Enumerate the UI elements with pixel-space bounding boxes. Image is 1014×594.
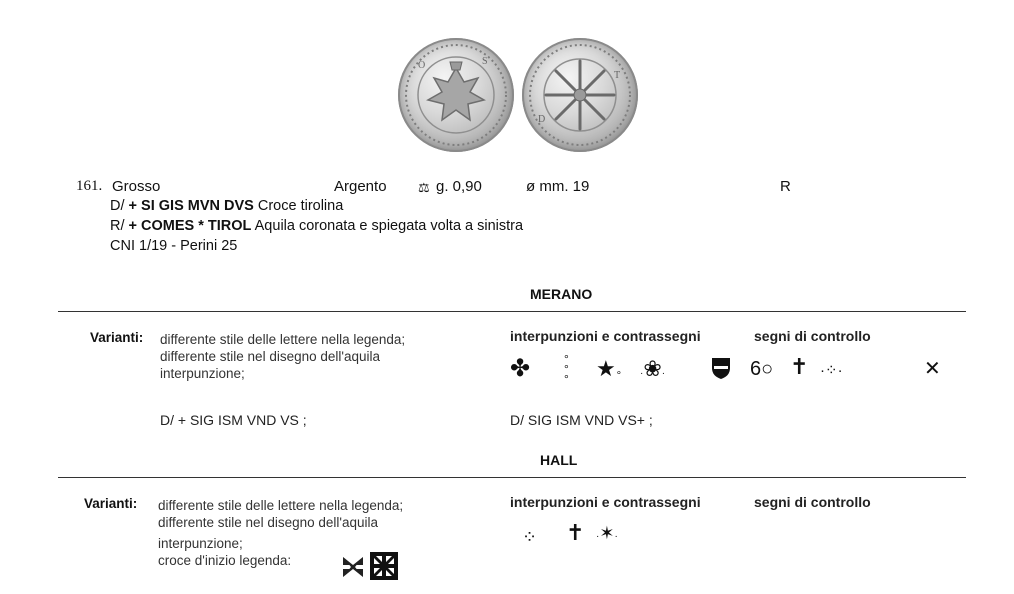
hall-variants-label: Varianti: [84, 496, 138, 511]
svg-text:D: D [538, 114, 546, 125]
scale-icon: ⚖ [418, 180, 430, 195]
merano-variant-item: differente stile delle lettere nella legenda; [160, 332, 406, 347]
dots-icon: ⁘ [522, 527, 538, 547]
maltese-cross-icon [340, 554, 366, 580]
section-title-hall: HALL [540, 452, 578, 468]
reverse-prefix: R/ [110, 218, 125, 234]
entry-name: Grosso [112, 178, 161, 195]
quatrefoil-icon: ✤ [510, 355, 531, 382]
obverse-line [110, 198, 343, 214]
reverse-desc: Aquila coronata e spiegata volta a sinistra [254, 218, 524, 234]
reverse-line [110, 218, 523, 234]
hall-variant-item: differente stile nel disegno dell'aquila [158, 515, 378, 530]
section-title-merano: MERANO [530, 286, 593, 302]
hall-control-header: segni di controllo [754, 494, 871, 510]
hall-variant-item: differente stile delle lettere nella legenda; [158, 498, 404, 513]
star-icon: ·✶· [596, 523, 618, 543]
rosette-icon: ·❀· [640, 356, 666, 381]
entry-rarity: R [780, 178, 791, 195]
hall-variant-item: interpunzione; [158, 536, 243, 551]
svg-text:T: T [614, 70, 621, 81]
merano-variants-label: Varianti: [90, 330, 144, 345]
entry-number: 161. [76, 178, 103, 194]
six-circle-icon: 6○ [750, 358, 774, 380]
dots-icon: ·⁘· [820, 362, 843, 379]
reverse-legend: + COMES * TIROL [128, 218, 252, 234]
section-divider-hall [58, 477, 966, 478]
entry-diameter: ø mm. 19 [526, 178, 590, 195]
merano-control-header: segni di controllo [754, 328, 871, 344]
svg-text:S: S [482, 56, 488, 67]
svg-text:O: O [418, 60, 426, 71]
obverse-legend: + SI GIS MVN DVS [128, 198, 254, 214]
coin-obverse-image [398, 38, 514, 152]
merano-variant-item: interpunzione; [160, 366, 245, 381]
obverse-prefix: D/ [110, 198, 125, 214]
merano-legend-right: D/ SIG ISM VND VS+ ; [510, 412, 653, 428]
entry-metal: Argento [334, 178, 387, 195]
hall-variant-item: croce d'inizio legenda: [158, 553, 292, 568]
cross-box-icon [370, 552, 398, 580]
merano-interp-header: interpunzioni e contrassegni [510, 328, 701, 344]
hall-variants-list [158, 497, 403, 569]
merano-variants-list [160, 331, 405, 382]
colon-icon: ° ° ° [564, 352, 569, 386]
entry-weight: g. 0,90 [436, 178, 482, 195]
references: CNI 1/19 - Perini 25 [110, 238, 238, 254]
star-icon: ★∘ [596, 356, 622, 381]
obverse-desc: Croce tirolina [257, 198, 344, 214]
shield-icon [710, 356, 732, 384]
hall-interp-header: interpunzioni e contrassegni [510, 494, 701, 510]
x-icon: ✕ [924, 358, 941, 380]
cross-icon: ✝ [790, 354, 809, 379]
merano-legend-left: D/ + SIG ISM VND VS ; [160, 412, 307, 428]
section-divider-merano [58, 311, 966, 312]
cross-icon: ✝ [566, 520, 585, 545]
merano-variant-item: differente stile nel disegno dell'aquila [160, 349, 380, 364]
coin-reverse-image [522, 38, 638, 152]
